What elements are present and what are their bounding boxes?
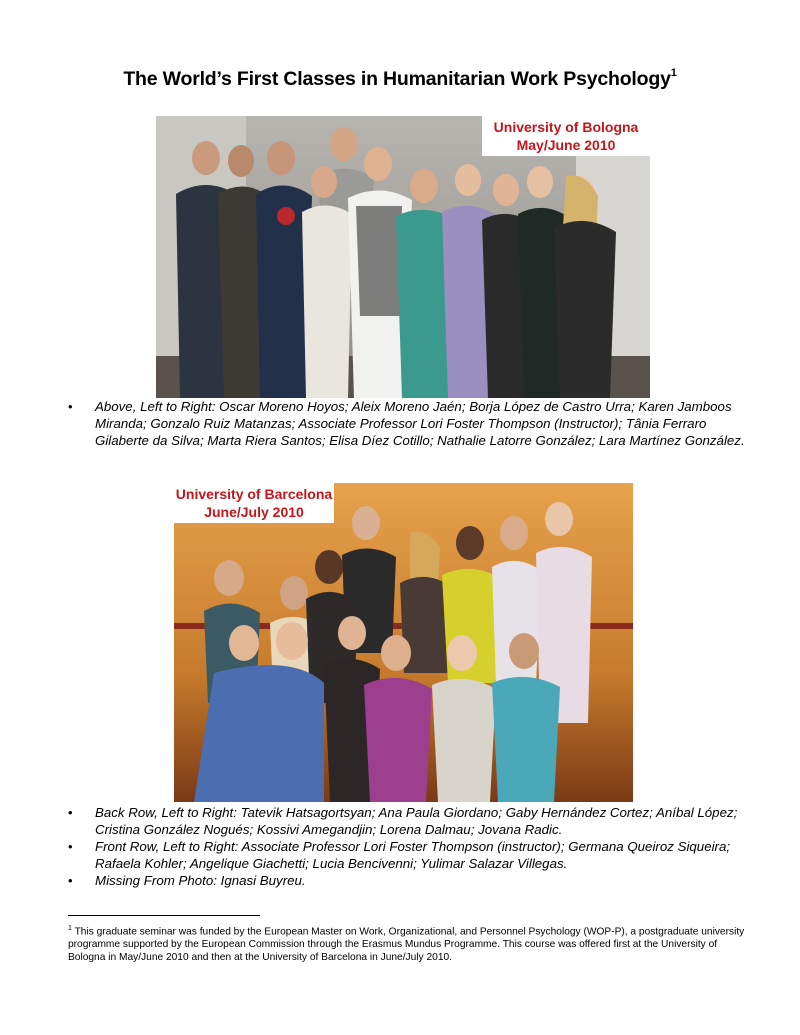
bologna-group-photo — [156, 116, 650, 398]
bologna-label-line1: University of Bologna — [493, 119, 639, 135]
barcelona-missing-caption: Missing From Photo: Ignasi Buyreu. — [95, 873, 306, 888]
footnote-divider — [68, 915, 260, 916]
list-item — [68, 804, 748, 838]
page-title — [0, 68, 800, 91]
barcelona-label-line2: June/July 2010 — [204, 504, 304, 520]
title-footnote-mark: 1 — [670, 66, 677, 79]
list-item — [68, 872, 748, 889]
bologna-photo-illustration — [156, 116, 650, 398]
barcelona-caption-list — [68, 804, 748, 889]
barcelona-label-line1: University of Barcelona — [175, 486, 333, 502]
bologna-label — [482, 116, 650, 156]
bullet-icon: • — [68, 399, 73, 414]
footnote — [68, 922, 748, 964]
barcelona-photo-illustration — [174, 483, 633, 802]
footnote-mark: 1 — [68, 925, 72, 932]
list-item — [68, 398, 748, 449]
bullet-icon: • — [68, 839, 73, 854]
footnote-text: This graduate seminar was funded by the European Master on Work, Organizational, and Personnel Psychology (WOP-P), a postgraduate university programme supported by the European Commission through the Erasmus Mundus Programme. This course was offered first at the University of Bologna in May/June 2010 and then at the University of Barcelona in June/July 2010. — [68, 926, 745, 964]
list-item — [68, 838, 748, 872]
bullet-icon: • — [68, 805, 73, 820]
barcelona-label — [174, 483, 334, 523]
bologna-caption: Above, Left to Right: Oscar Moreno Hoyos; Aleix Moreno Jaén; Borja López de Castro Urra; Karen Jamboos Miranda; Gonzalo Ruiz Matanzas; Associate Professor Lori Foster Thompson (Instructor); Tânia Ferraro Gilaberte da Silva; Marta Riera Santos; Elisa Díez Cotillo; Nathalie Latorre González; Lara Martínez González. — [95, 399, 745, 448]
barcelona-front-row-caption: Front Row, Left to Right: Associate Professor Lori Foster Thompson (instructor); Germana Queiroz Siqueira; Rafaela Kohler; Angelique Giachetti; Lucia Bencivenni; Yulimar Salazar Villegas. — [95, 839, 731, 871]
bullet-icon: • — [68, 873, 73, 888]
barcelona-back-row-caption: Back Row, Left to Right: Tatevik Hatsagortsyan; Ana Paula Giordano; Gaby Hernández Cortez; Aníbal López; Cristina González Nogués; Kossivi Amegandjin; Lorena Dalmau; Jovana Radic. — [95, 805, 738, 837]
page-title-text: The World’s First Classes in Humanitarian Work Psychology — [123, 68, 671, 90]
barcelona-group-photo — [174, 483, 633, 802]
bologna-caption-list — [68, 398, 748, 449]
bologna-label-line2: May/June 2010 — [516, 137, 616, 153]
